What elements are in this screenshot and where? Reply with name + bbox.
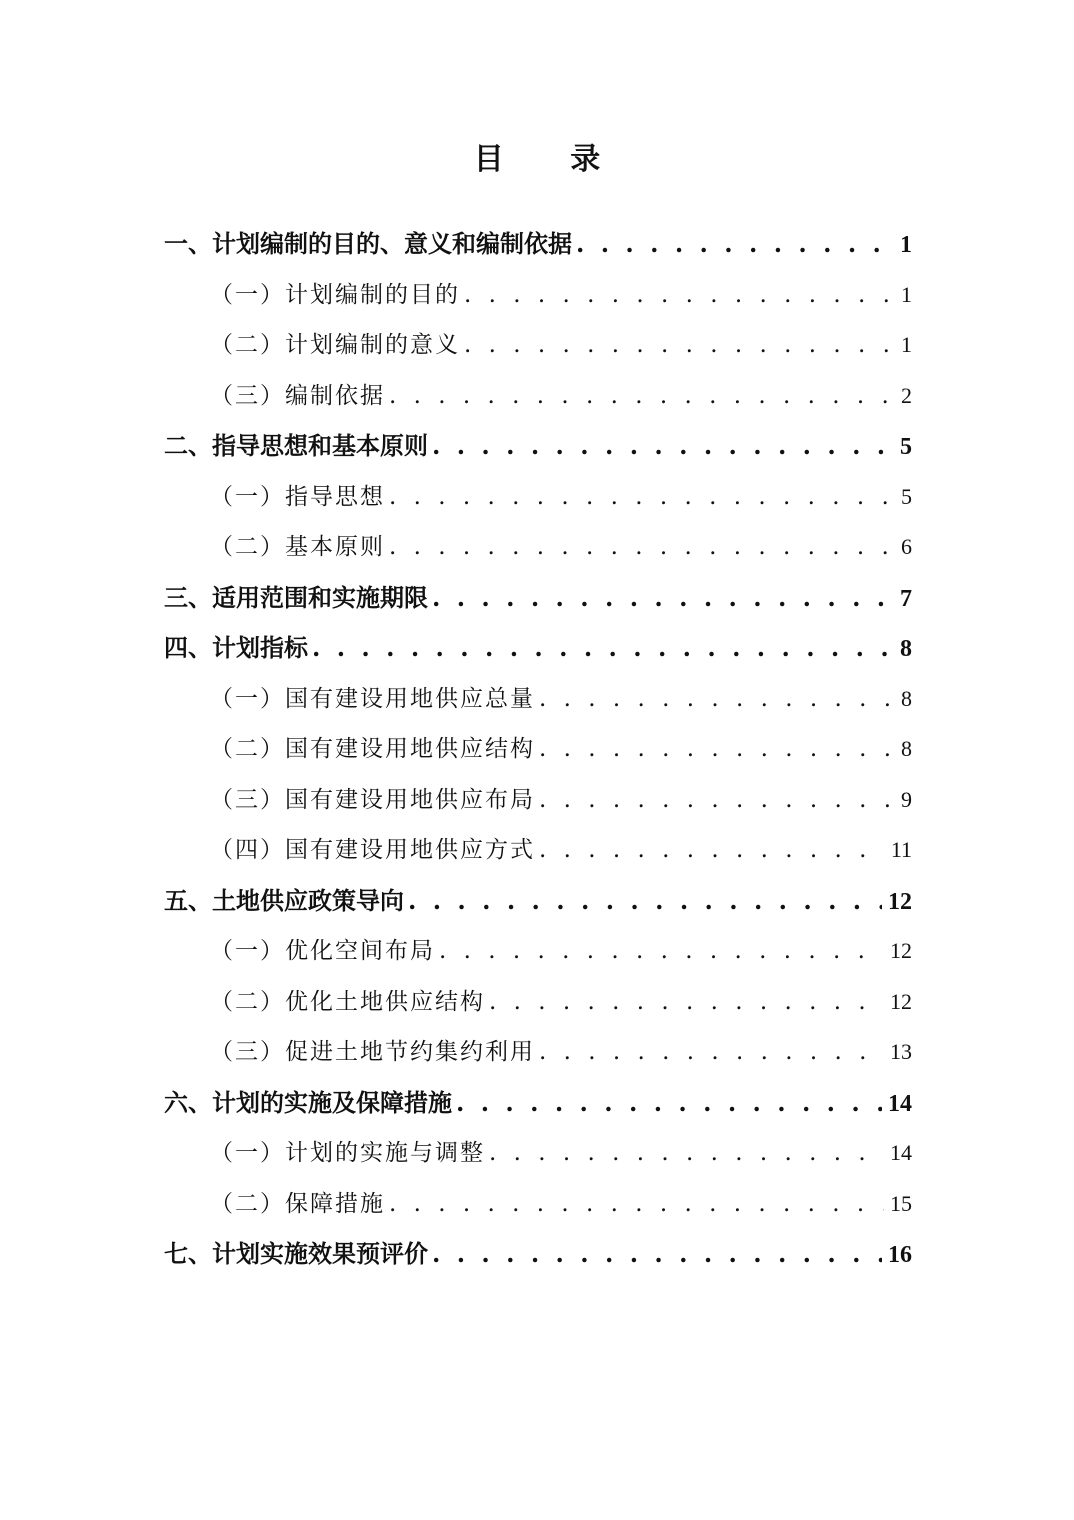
toc-page-number: 8 <box>901 736 912 761</box>
toc-entry-title: （一）优化空间布局 <box>210 938 435 964</box>
toc-page-number: 6 <box>901 534 912 559</box>
toc-page-number: 11 <box>890 837 912 862</box>
toc-entry-title: 六、计划的实施及保障措施 <box>164 1087 452 1117</box>
toc-page-number: 9 <box>901 786 912 812</box>
dot-leader <box>439 932 884 970</box>
toc-page-number: 14 <box>890 1140 912 1165</box>
toc-entry-title: 七、计划实施效果预评价 <box>164 1239 428 1268</box>
toc-page-number: 1 <box>901 332 912 357</box>
toc-entry-title: （二）保障措施 <box>210 1190 385 1217</box>
dot-leader <box>432 427 894 465</box>
toc-entry-title: 五、土地供应政策导向 <box>164 885 404 915</box>
toc-subentry[interactable] <box>164 983 912 1034</box>
dot-leader <box>464 276 894 314</box>
toc-entry-title: （二）计划编制的意义 <box>210 332 460 358</box>
toc-page-number: 12 <box>888 888 912 915</box>
toc-entry-title: （二）基本原则 <box>210 534 385 560</box>
toc-entry-title: （三）国有建设用地供应布局 <box>210 786 535 813</box>
dot-leader <box>456 1084 882 1122</box>
toc-subentry[interactable] <box>164 1033 912 1084</box>
toc-entry-title: （一）计划的实施与调整 <box>210 1140 485 1166</box>
toc-subentry[interactable] <box>164 1185 912 1236</box>
toc-entry-title: （一）计划编制的目的 <box>210 281 460 308</box>
dot-leader <box>389 1185 884 1223</box>
toc-page-number: 5 <box>900 434 912 460</box>
toc-entry[interactable] <box>164 225 912 276</box>
toc-entry-title: 二、指导思想和基本原则 <box>164 431 428 460</box>
dot-leader <box>389 377 894 415</box>
toc-page-number: 2 <box>901 382 912 408</box>
toc-page-number: 5 <box>901 483 912 509</box>
toc-entry-title: （四）国有建设用地供应方式 <box>210 837 535 863</box>
toc-entry[interactable] <box>164 1235 912 1286</box>
toc-subentry[interactable] <box>164 478 912 529</box>
toc-entry-title: （二）国有建设用地供应结构 <box>210 736 535 762</box>
toc-page-number: 1 <box>901 281 912 307</box>
dot-leader <box>489 983 884 1021</box>
dot-leader <box>489 1134 884 1172</box>
toc-entry[interactable] <box>164 579 912 630</box>
toc-entry-title: （一）指导思想 <box>210 483 385 510</box>
dot-leader <box>464 326 894 364</box>
toc-subentry[interactable] <box>164 528 912 579</box>
toc-subentry[interactable] <box>164 1134 912 1185</box>
dot-leader <box>539 781 894 819</box>
toc-entry-title: 三、适用范围和实施期限 <box>164 582 428 612</box>
toc-entry-title: 四、计划指标 <box>164 633 308 662</box>
dot-leader <box>389 478 894 516</box>
toc-page-number: 12 <box>890 938 912 963</box>
table-of-contents <box>164 225 912 1286</box>
toc-page-number: 7 <box>900 585 912 612</box>
toc-entry[interactable] <box>164 1084 912 1135</box>
dot-leader <box>539 730 894 768</box>
toc-subentry[interactable] <box>164 730 912 781</box>
dot-leader <box>389 528 894 566</box>
dot-leader <box>539 1033 884 1071</box>
toc-subentry[interactable] <box>164 377 912 428</box>
toc-entry-title: （三）促进土地节约集约利用 <box>210 1039 535 1065</box>
toc-page-number: 12 <box>890 988 912 1014</box>
toc-page-number: 16 <box>888 1242 912 1268</box>
toc-subentry[interactable] <box>164 276 912 327</box>
dot-leader <box>539 831 885 869</box>
toc-entry-title: （三）编制依据 <box>210 382 385 409</box>
toc-entry[interactable] <box>164 882 912 933</box>
dot-leader <box>312 629 894 667</box>
toc-subentry[interactable] <box>164 781 912 832</box>
toc-entry-title: （二）优化土地供应结构 <box>210 988 485 1015</box>
toc-subentry[interactable] <box>164 680 912 731</box>
page-title: 目 录 <box>473 142 629 177</box>
toc-subentry[interactable] <box>164 831 912 882</box>
toc-page-number: 15 <box>890 1190 912 1216</box>
toc-entry-title: （一）国有建设用地供应总量 <box>210 685 535 712</box>
toc-subentry[interactable] <box>164 932 912 983</box>
toc-subentry[interactable] <box>164 326 912 377</box>
dot-leader <box>432 1235 882 1273</box>
dot-leader <box>539 680 894 718</box>
dot-leader <box>576 225 894 263</box>
toc-entry-title: 一、计划编制的目的、意义和编制依据 <box>164 229 572 258</box>
dot-leader <box>408 882 882 920</box>
toc-page-number: 8 <box>901 685 912 711</box>
toc-entry[interactable] <box>164 629 912 680</box>
toc-page-number: 13 <box>890 1039 912 1064</box>
dot-leader <box>432 579 894 617</box>
toc-entry[interactable] <box>164 427 912 478</box>
toc-page-number: 1 <box>900 232 912 258</box>
toc-page-number: 8 <box>900 636 912 662</box>
toc-page-number: 14 <box>888 1090 912 1117</box>
